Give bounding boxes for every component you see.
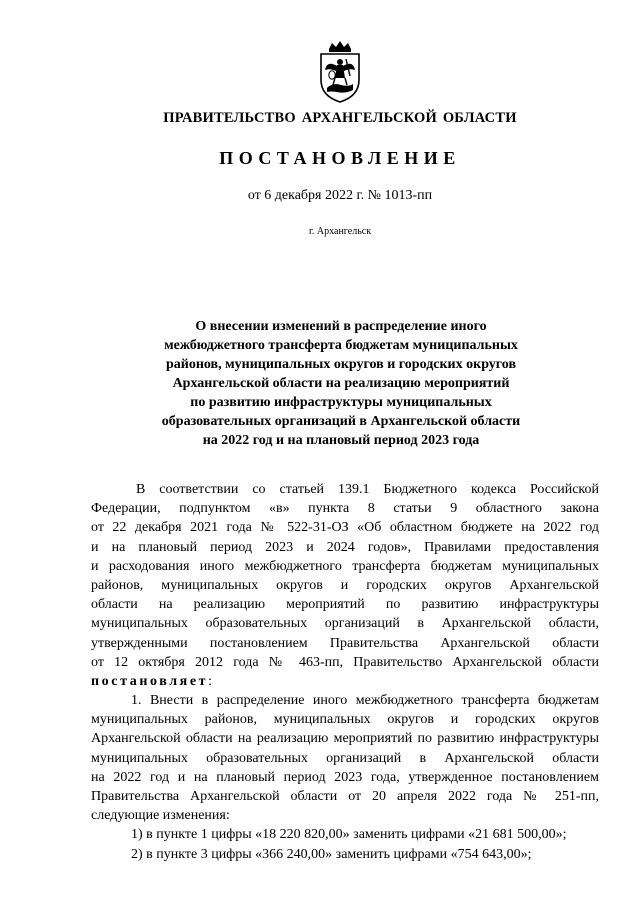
- body-line: районов, муниципальных округов и городских округов Архангельской: [91, 577, 599, 593]
- item1-line: следующие изменения:: [91, 808, 230, 824]
- date-and-number: от 6 декабря 2022 г. № 1013-пп: [247, 188, 433, 203]
- body-line: Федерации, подпунктом «в» пункта 8 статьи 9 областного закона: [91, 501, 599, 517]
- item1-line: муниципальных районов, муниципальных округов и городских округов: [91, 712, 599, 728]
- body-line: от 22 декабря 2021 года № 522-31-ОЗ «Об областном бюджете на 2022 год: [91, 520, 599, 536]
- subject-line: Архангельской области на реализацию мероприятий: [172, 376, 510, 391]
- item1-line: 1. Внести в распределение иного межбюджетного трансферта бюджетам: [131, 693, 599, 709]
- body-line: области на реализацию мероприятий по развитию инфраструктуры: [91, 597, 599, 613]
- change-item-2: 2) в пункте 3 цифры «366 240,00» заменить цифрами «754 643,00»;: [131, 846, 532, 862]
- coat-of-arms-emblem: [315, 40, 365, 104]
- subject-line: по развитию инфраструктуры муниципальных: [190, 395, 492, 410]
- government-title: ПРАВИТЕЛЬСТВО АРХАНГЕЛЬСКОЙ ОБЛАСТИ: [163, 110, 517, 126]
- document-body: [91, 480, 599, 864]
- resolves-word: постановляет: [91, 673, 209, 689]
- subject-line: на 2022 год и на плановый период 2023 года: [202, 433, 480, 448]
- body-line: и на плановый период 2023 и 2024 годов», Правилами предоставления: [91, 539, 599, 555]
- body-line: муниципальных образовательных организаций в Архангельской области,: [91, 616, 599, 632]
- item1-line: Правительства Архангельской области от 20 апреля 2022 года № 251-пп,: [91, 789, 599, 804]
- body-line: и расходования иного межбюджетного трансферта бюджетам муниципальных: [91, 558, 599, 574]
- body-line: от 12 октября 2012 года № 463-пп, Правительство Архангельской области: [91, 654, 599, 670]
- item1-line: муниципальных образовательных организаций в Архангельской области: [91, 750, 599, 766]
- subject-line: О внесении изменений в распределение иного: [195, 319, 487, 334]
- item1-line: на 2022 год и на плановый период 2023 года, утвержденное постановлением: [91, 769, 599, 785]
- resolves-line: [91, 672, 599, 691]
- city-name: г. Архангельск: [308, 226, 372, 237]
- subject-line: районов, муниципальных округов и городских округов: [165, 357, 517, 372]
- document-subject: [120, 317, 562, 450]
- body-line: утвержденными постановлением Правительства Архангельской области: [91, 635, 599, 651]
- body-line: В соответствии со статьей 139.1 Бюджетного кодекса Российской: [136, 482, 599, 497]
- resolves-colon: :: [208, 673, 213, 689]
- item1-line: Архангельской области на реализацию мероприятий по развитию инфраструктуры: [91, 731, 599, 747]
- change-item-1: 1) в пункте 1 цифры «18 220 820,00» заменить цифрами «21 681 500,00»;: [131, 827, 567, 843]
- document-type-heading: ПОСТАНОВЛЕНИЕ: [219, 148, 461, 168]
- subject-line: образовательных организаций в Архангельской области: [161, 414, 521, 429]
- subject-line: межбюджетного трансферта бюджетам муниципальных: [164, 338, 518, 353]
